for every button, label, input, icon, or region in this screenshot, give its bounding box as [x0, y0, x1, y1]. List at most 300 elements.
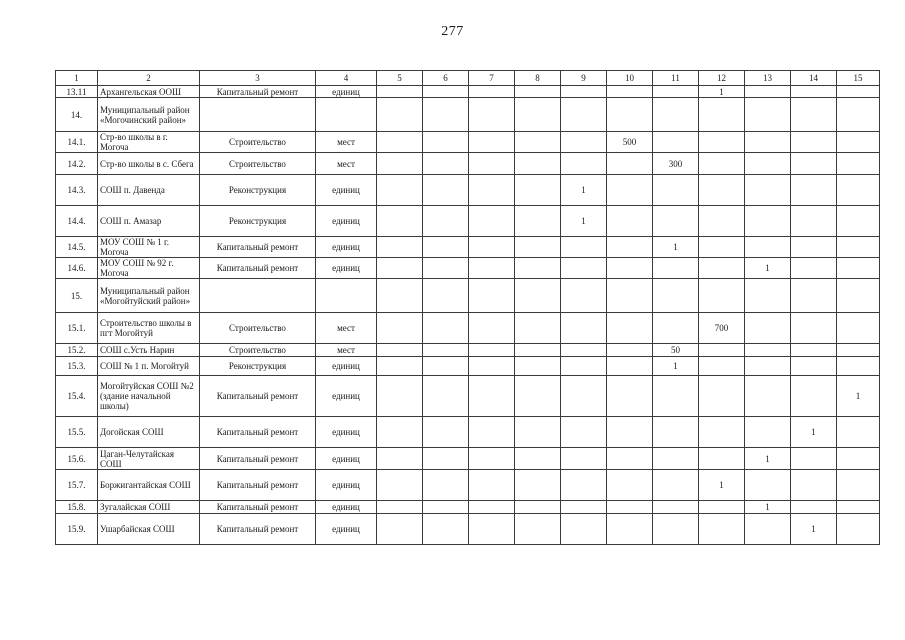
row-value-col-10	[607, 98, 653, 132]
row-value-col-13: 1	[745, 258, 791, 279]
row-value-col-10	[607, 470, 653, 501]
row-value-col-11	[653, 313, 699, 344]
row-value-col-5	[377, 98, 423, 132]
row-value-col-14	[791, 313, 837, 344]
row-value-col-6	[423, 279, 469, 313]
row-value-col-6	[423, 98, 469, 132]
column-header: 10	[607, 71, 653, 86]
row-unit: единиц	[316, 501, 377, 514]
row-value-col-15	[837, 258, 880, 279]
column-header: 4	[316, 71, 377, 86]
row-work-type: Строительство	[200, 344, 316, 357]
row-value-col-9	[561, 86, 607, 98]
row-work-type	[200, 98, 316, 132]
row-value-col-12	[699, 258, 745, 279]
row-value-col-10	[607, 376, 653, 417]
row-value-col-10	[607, 514, 653, 545]
row-value-col-7	[469, 501, 515, 514]
row-unit: единиц	[316, 470, 377, 501]
table-row	[56, 344, 880, 357]
row-value-col-13	[745, 357, 791, 376]
row-value-col-8	[515, 470, 561, 501]
table-row	[56, 514, 880, 545]
row-value-col-9: 1	[561, 175, 607, 206]
row-value-col-8	[515, 132, 561, 153]
row-value-col-13	[745, 132, 791, 153]
row-value-col-7	[469, 357, 515, 376]
row-value-col-9	[561, 344, 607, 357]
row-value-col-11	[653, 98, 699, 132]
column-header: 2	[98, 71, 200, 86]
row-work-type	[200, 279, 316, 313]
row-name: Цаган-Челутайская СОШ	[98, 448, 200, 470]
row-value-col-8	[515, 501, 561, 514]
row-value-col-7	[469, 175, 515, 206]
row-name: СОШ № 1 п. Могойтуй	[98, 357, 200, 376]
row-unit: мест	[316, 344, 377, 357]
row-unit: единиц	[316, 175, 377, 206]
row-value-col-15	[837, 175, 880, 206]
row-value-col-6	[423, 206, 469, 237]
row-value-col-9	[561, 514, 607, 545]
row-value-col-6	[423, 313, 469, 344]
row-value-col-7	[469, 448, 515, 470]
row-value-col-5	[377, 344, 423, 357]
row-value-col-10	[607, 279, 653, 313]
row-unit	[316, 98, 377, 132]
row-value-col-15	[837, 313, 880, 344]
row-number: 15.4.	[56, 376, 98, 417]
row-name: Муниципальный район «Могойтуйский район»	[98, 279, 200, 313]
table-row	[56, 258, 880, 279]
row-value-col-8	[515, 86, 561, 98]
row-number: 14.5.	[56, 237, 98, 258]
row-unit: мест	[316, 313, 377, 344]
row-value-col-11	[653, 258, 699, 279]
table-row	[56, 448, 880, 470]
row-value-col-15	[837, 417, 880, 448]
row-name: МОУ СОШ № 1 г. Могоча	[98, 237, 200, 258]
row-value-col-9	[561, 417, 607, 448]
row-value-col-5	[377, 514, 423, 545]
row-value-col-10	[607, 501, 653, 514]
row-number: 15.8.	[56, 501, 98, 514]
row-value-col-7	[469, 279, 515, 313]
row-name: Муниципальный район «Могочинский район»	[98, 98, 200, 132]
row-number: 14.6.	[56, 258, 98, 279]
row-value-col-5	[377, 279, 423, 313]
row-value-col-14	[791, 357, 837, 376]
row-value-col-10	[607, 448, 653, 470]
row-value-col-13: 1	[745, 501, 791, 514]
row-value-col-14	[791, 258, 837, 279]
row-value-col-13	[745, 206, 791, 237]
row-value-col-6	[423, 357, 469, 376]
row-value-col-5	[377, 313, 423, 344]
row-work-type: Строительство	[200, 132, 316, 153]
row-value-col-11	[653, 279, 699, 313]
row-number: 15.9.	[56, 514, 98, 545]
row-number: 15.1.	[56, 313, 98, 344]
table-row	[56, 206, 880, 237]
row-value-col-9	[561, 501, 607, 514]
row-value-col-13	[745, 313, 791, 344]
row-value-col-15	[837, 153, 880, 175]
row-value-col-8	[515, 376, 561, 417]
row-unit: единиц	[316, 237, 377, 258]
column-header: 8	[515, 71, 561, 86]
row-unit: единиц	[316, 357, 377, 376]
row-value-col-15	[837, 206, 880, 237]
row-value-col-14: 1	[791, 417, 837, 448]
row-unit: единиц	[316, 417, 377, 448]
row-work-type: Капитальный ремонт	[200, 501, 316, 514]
row-value-col-10	[607, 258, 653, 279]
row-number: 14.4.	[56, 206, 98, 237]
row-number: 14.2.	[56, 153, 98, 175]
row-value-col-6	[423, 237, 469, 258]
row-value-col-5	[377, 376, 423, 417]
row-value-col-6	[423, 344, 469, 357]
row-value-col-15	[837, 344, 880, 357]
row-value-col-14	[791, 470, 837, 501]
row-value-col-14: 1	[791, 514, 837, 545]
row-value-col-7	[469, 344, 515, 357]
row-value-col-9: 1	[561, 206, 607, 237]
row-value-col-10	[607, 175, 653, 206]
row-value-col-5	[377, 153, 423, 175]
column-header: 12	[699, 71, 745, 86]
row-name: Зугалайская СОШ	[98, 501, 200, 514]
row-value-col-11: 300	[653, 153, 699, 175]
row-value-col-14	[791, 237, 837, 258]
row-value-col-8	[515, 237, 561, 258]
row-value-col-12	[699, 132, 745, 153]
row-value-col-5	[377, 86, 423, 98]
row-unit: единиц	[316, 206, 377, 237]
row-work-type: Капитальный ремонт	[200, 86, 316, 98]
row-value-col-10	[607, 417, 653, 448]
row-value-col-13: 1	[745, 448, 791, 470]
row-value-col-10	[607, 206, 653, 237]
table-row	[56, 357, 880, 376]
row-value-col-5	[377, 357, 423, 376]
row-value-col-10	[607, 86, 653, 98]
row-value-col-12: 700	[699, 313, 745, 344]
row-value-col-8	[515, 313, 561, 344]
row-value-col-13	[745, 98, 791, 132]
row-name: Могойтуйская СОШ №2 (здание начальной школы)	[98, 376, 200, 417]
row-value-col-11: 1	[653, 357, 699, 376]
table-row	[56, 98, 880, 132]
column-header: 9	[561, 71, 607, 86]
row-value-col-11	[653, 206, 699, 237]
row-value-col-11	[653, 501, 699, 514]
column-header: 3	[200, 71, 316, 86]
row-value-col-14	[791, 448, 837, 470]
header-row	[56, 71, 880, 86]
row-value-col-5	[377, 132, 423, 153]
column-header: 15	[837, 71, 880, 86]
row-unit: единиц	[316, 258, 377, 279]
column-header: 6	[423, 71, 469, 86]
table-row	[56, 313, 880, 344]
row-number: 15.5.	[56, 417, 98, 448]
row-value-col-8	[515, 153, 561, 175]
row-value-col-7	[469, 132, 515, 153]
page-number: 277	[441, 24, 464, 39]
row-value-col-7	[469, 86, 515, 98]
row-value-col-13	[745, 417, 791, 448]
row-value-col-12	[699, 237, 745, 258]
row-name: Строительство школы в пгт Могойтуй	[98, 313, 200, 344]
row-value-col-10	[607, 153, 653, 175]
row-value-col-12	[699, 175, 745, 206]
row-value-col-7	[469, 313, 515, 344]
row-value-col-12	[699, 279, 745, 313]
table-row	[56, 132, 880, 153]
row-value-col-10	[607, 313, 653, 344]
row-value-col-13	[745, 279, 791, 313]
row-value-col-8	[515, 258, 561, 279]
column-header: 7	[469, 71, 515, 86]
row-value-col-12	[699, 417, 745, 448]
row-value-col-6	[423, 258, 469, 279]
row-value-col-15	[837, 357, 880, 376]
row-work-type: Капитальный ремонт	[200, 448, 316, 470]
row-value-col-13	[745, 237, 791, 258]
row-value-col-8	[515, 514, 561, 545]
row-name: СОШ с.Усть Нарин	[98, 344, 200, 357]
row-value-col-14	[791, 132, 837, 153]
row-value-col-14	[791, 98, 837, 132]
row-value-col-5	[377, 206, 423, 237]
row-number: 15.	[56, 279, 98, 313]
row-value-col-5	[377, 470, 423, 501]
row-value-col-15	[837, 132, 880, 153]
column-header: 14	[791, 71, 837, 86]
row-value-col-10	[607, 237, 653, 258]
row-value-col-14	[791, 344, 837, 357]
row-value-col-8	[515, 448, 561, 470]
row-value-col-9	[561, 357, 607, 376]
table-row	[56, 237, 880, 258]
table-row	[56, 470, 880, 501]
row-work-type: Реконструкция	[200, 206, 316, 237]
row-value-col-11	[653, 514, 699, 545]
table-row	[56, 279, 880, 313]
row-name: Стр-во школы в г. Могоча	[98, 132, 200, 153]
row-value-col-11	[653, 417, 699, 448]
row-name: Архангельская ООШ	[98, 86, 200, 98]
row-value-col-11: 50	[653, 344, 699, 357]
row-value-col-6	[423, 514, 469, 545]
row-work-type: Реконструкция	[200, 357, 316, 376]
row-name: Ушарбайская СОШ	[98, 514, 200, 545]
row-value-col-12	[699, 501, 745, 514]
row-value-col-6	[423, 376, 469, 417]
table-row	[56, 501, 880, 514]
row-value-col-10: 500	[607, 132, 653, 153]
row-value-col-12: 1	[699, 86, 745, 98]
row-value-col-11	[653, 470, 699, 501]
row-value-col-7	[469, 258, 515, 279]
row-value-col-12	[699, 376, 745, 417]
row-value-col-5	[377, 417, 423, 448]
row-value-col-12	[699, 448, 745, 470]
row-unit: единиц	[316, 376, 377, 417]
row-value-col-7	[469, 470, 515, 501]
row-work-type: Капитальный ремонт	[200, 514, 316, 545]
row-value-col-8	[515, 206, 561, 237]
row-value-col-8	[515, 344, 561, 357]
row-value-col-13	[745, 86, 791, 98]
row-number: 14.3.	[56, 175, 98, 206]
row-unit: мест	[316, 132, 377, 153]
row-value-col-15: 1	[837, 376, 880, 417]
row-number: 14.1.	[56, 132, 98, 153]
row-value-col-8	[515, 98, 561, 132]
row-value-col-6	[423, 132, 469, 153]
row-value-col-12	[699, 153, 745, 175]
row-number: 13.11	[56, 86, 98, 98]
row-value-col-12: 1	[699, 470, 745, 501]
row-value-col-15	[837, 501, 880, 514]
row-value-col-8	[515, 175, 561, 206]
row-value-col-9	[561, 279, 607, 313]
row-value-col-9	[561, 470, 607, 501]
table-body	[56, 86, 880, 545]
row-value-col-11: 1	[653, 237, 699, 258]
row-value-col-15	[837, 98, 880, 132]
row-value-col-13	[745, 470, 791, 501]
row-number: 14.	[56, 98, 98, 132]
row-value-col-12	[699, 357, 745, 376]
row-value-col-7	[469, 206, 515, 237]
row-value-col-7	[469, 98, 515, 132]
row-value-col-9	[561, 258, 607, 279]
column-header: 1	[56, 71, 98, 86]
row-number: 15.3.	[56, 357, 98, 376]
row-value-col-13	[745, 175, 791, 206]
row-value-col-9	[561, 448, 607, 470]
row-value-col-12	[699, 98, 745, 132]
row-value-col-14	[791, 206, 837, 237]
row-value-col-13	[745, 344, 791, 357]
row-name: Боржигантайская СОШ	[98, 470, 200, 501]
row-value-col-11	[653, 86, 699, 98]
row-number: 15.7.	[56, 470, 98, 501]
row-value-col-5	[377, 448, 423, 470]
row-value-col-12	[699, 514, 745, 545]
row-value-col-12	[699, 206, 745, 237]
table-row	[56, 175, 880, 206]
row-unit	[316, 279, 377, 313]
row-value-col-6	[423, 417, 469, 448]
row-value-col-6	[423, 153, 469, 175]
row-work-type: Строительство	[200, 313, 316, 344]
row-value-col-6	[423, 470, 469, 501]
row-value-col-13	[745, 514, 791, 545]
table-row	[56, 153, 880, 175]
row-unit: единиц	[316, 86, 377, 98]
row-unit: мест	[316, 153, 377, 175]
row-value-col-15	[837, 448, 880, 470]
row-value-col-7	[469, 376, 515, 417]
row-value-col-14	[791, 153, 837, 175]
row-work-type: Капитальный ремонт	[200, 417, 316, 448]
row-value-col-8	[515, 279, 561, 313]
row-unit: единиц	[316, 448, 377, 470]
row-work-type: Капитальный ремонт	[200, 376, 316, 417]
row-value-col-7	[469, 237, 515, 258]
column-header: 5	[377, 71, 423, 86]
row-value-col-6	[423, 175, 469, 206]
row-name: СОШ п. Амазар	[98, 206, 200, 237]
row-number: 15.6.	[56, 448, 98, 470]
row-value-col-5	[377, 175, 423, 206]
row-unit: единиц	[316, 514, 377, 545]
row-value-col-8	[515, 417, 561, 448]
row-name: СОШ п. Давенда	[98, 175, 200, 206]
row-value-col-13	[745, 376, 791, 417]
row-value-col-11	[653, 175, 699, 206]
row-value-col-14	[791, 86, 837, 98]
row-value-col-9	[561, 237, 607, 258]
row-value-col-9	[561, 376, 607, 417]
row-value-col-14	[791, 376, 837, 417]
row-value-col-9	[561, 98, 607, 132]
table-row	[56, 417, 880, 448]
table-row	[56, 86, 880, 98]
program-table	[55, 70, 880, 545]
row-value-col-11	[653, 448, 699, 470]
row-value-col-11	[653, 376, 699, 417]
row-value-col-5	[377, 258, 423, 279]
row-work-type: Капитальный ремонт	[200, 237, 316, 258]
column-header: 11	[653, 71, 699, 86]
row-value-col-7	[469, 417, 515, 448]
row-value-col-14	[791, 175, 837, 206]
row-number: 15.2.	[56, 344, 98, 357]
row-value-col-9	[561, 153, 607, 175]
row-work-type: Капитальный ремонт	[200, 258, 316, 279]
row-value-col-11	[653, 132, 699, 153]
row-value-col-6	[423, 501, 469, 514]
row-value-col-7	[469, 514, 515, 545]
row-value-col-12	[699, 344, 745, 357]
row-value-col-15	[837, 237, 880, 258]
row-value-col-13	[745, 153, 791, 175]
row-value-col-9	[561, 132, 607, 153]
row-value-col-15	[837, 514, 880, 545]
row-value-col-15	[837, 86, 880, 98]
column-header: 13	[745, 71, 791, 86]
table-row	[56, 376, 880, 417]
row-name: Догойская СОШ	[98, 417, 200, 448]
row-name: МОУ СОШ № 92 г. Могоча	[98, 258, 200, 279]
row-value-col-14	[791, 279, 837, 313]
row-work-type: Реконструкция	[200, 175, 316, 206]
row-work-type: Строительство	[200, 153, 316, 175]
row-value-col-15	[837, 279, 880, 313]
row-value-col-10	[607, 344, 653, 357]
row-value-col-14	[791, 501, 837, 514]
row-value-col-5	[377, 501, 423, 514]
row-value-col-5	[377, 237, 423, 258]
row-value-col-10	[607, 357, 653, 376]
row-value-col-7	[469, 153, 515, 175]
